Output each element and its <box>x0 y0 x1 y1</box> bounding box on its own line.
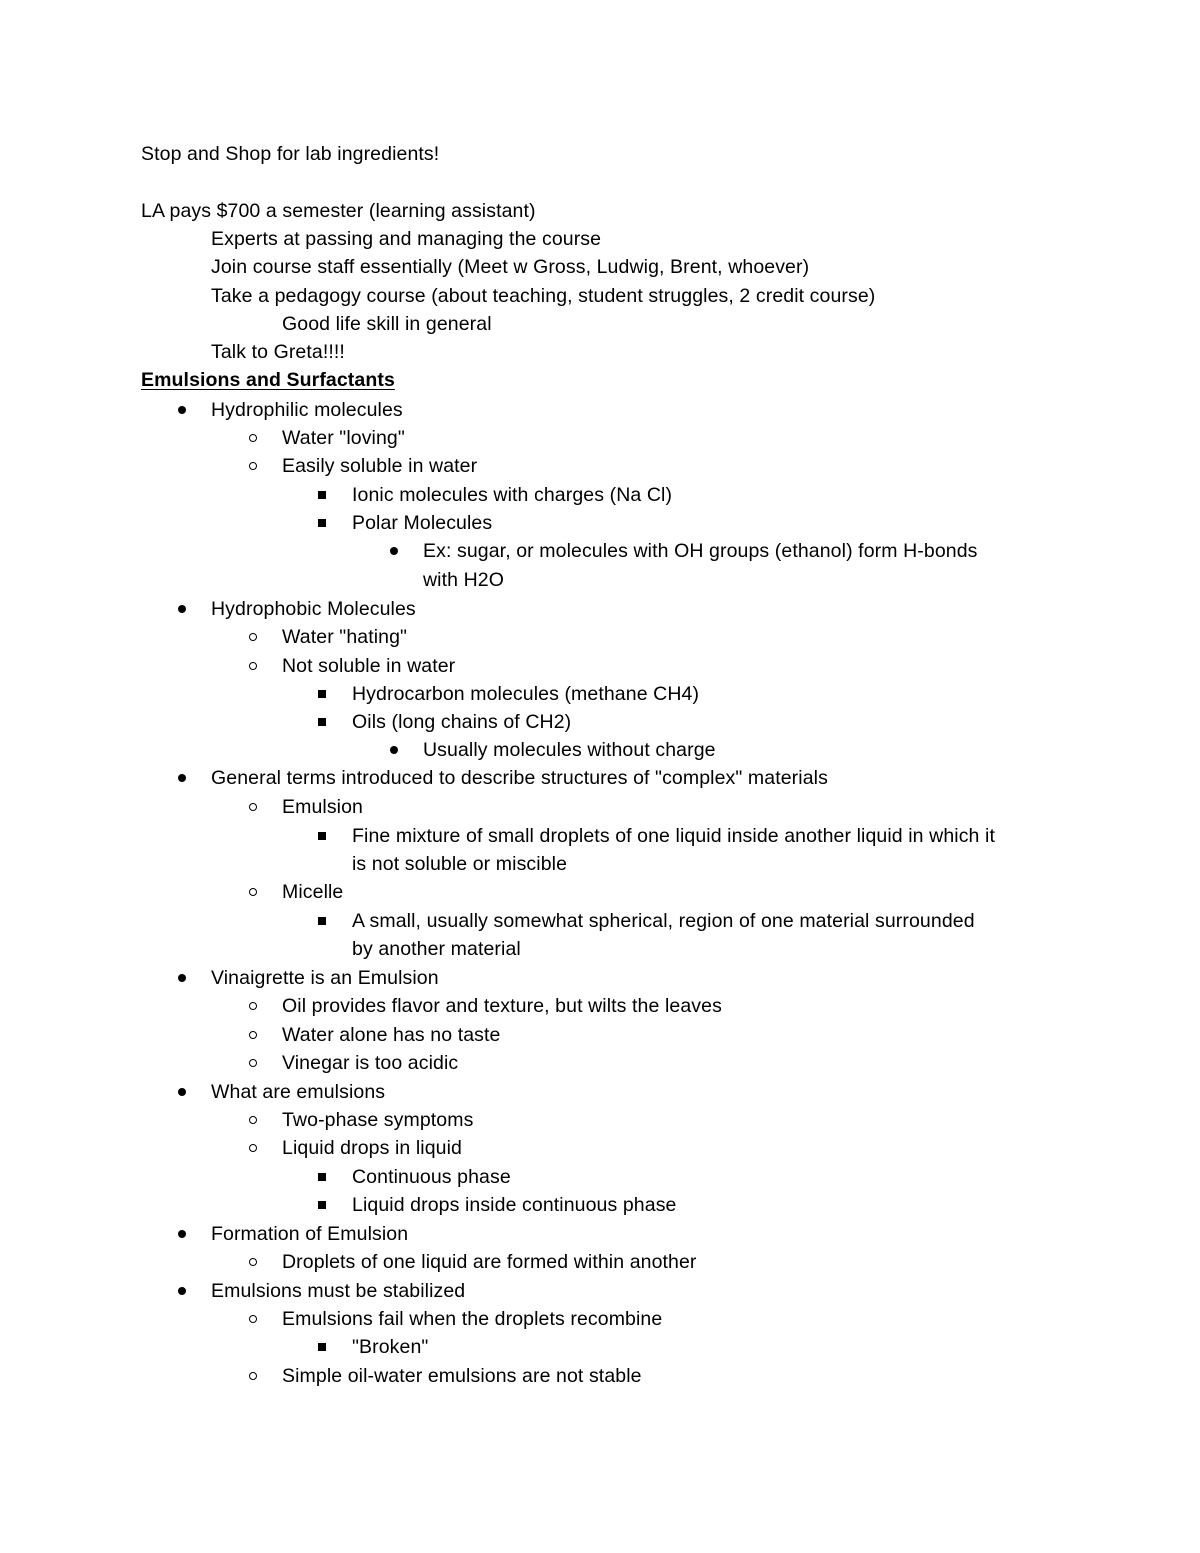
list-item: Continuous phase <box>352 1166 511 1188</box>
bullet-circle-icon <box>249 434 257 442</box>
list-item-continuation: by another material <box>352 938 521 960</box>
list-item: Not soluble in water <box>282 655 456 677</box>
list-item: Fine mixture of small droplets of one liquid inside another liquid in which it <box>352 825 995 847</box>
bullet-circle-icon <box>249 1059 257 1067</box>
bullet-circle-icon <box>249 1258 257 1266</box>
bullet-circle-icon <box>249 1031 257 1039</box>
list-item: Hydrophobic Molecules <box>211 598 416 620</box>
bullet-square-icon <box>318 690 326 698</box>
bullet-square-icon <box>318 491 326 499</box>
list-item: A small, usually somewhat spherical, region of one material surrounded <box>352 910 975 932</box>
list-item: Polar Molecules <box>352 512 493 534</box>
note-line: Good life skill in general <box>282 313 492 335</box>
bullet-disc-icon <box>178 1287 186 1295</box>
bullet-square-icon <box>318 1201 326 1209</box>
list-item: Emulsions fail when the droplets recombine <box>282 1308 663 1330</box>
list-item: Water "loving" <box>282 427 405 449</box>
note-line: Take a pedagogy course (about teaching, student struggles, 2 credit course) <box>211 285 876 307</box>
list-item-continuation: with H2O <box>423 569 504 591</box>
bullet-square-icon <box>318 718 326 726</box>
list-item: Liquid drops in liquid <box>282 1137 462 1159</box>
bullet-disc-icon <box>178 974 186 982</box>
list-item: What are emulsions <box>211 1081 386 1103</box>
bullet-disc-icon <box>178 1088 186 1096</box>
list-item: General terms introduced to describe structures of "complex" materials <box>211 767 828 789</box>
bullet-square-icon <box>318 519 326 527</box>
bullet-circle-icon <box>249 462 257 470</box>
list-item: Liquid drops inside continuous phase <box>352 1194 677 1216</box>
bullet-disc-icon <box>178 774 186 782</box>
bullet-circle-icon <box>249 888 257 896</box>
bullet-circle-icon <box>249 1315 257 1323</box>
note-line: Experts at passing and managing the course <box>211 228 602 250</box>
bullet-circle-icon <box>249 1002 257 1010</box>
list-item: "Broken" <box>352 1336 429 1358</box>
bullet-circle-icon <box>249 1372 257 1380</box>
bullet-disc-icon <box>390 746 398 754</box>
list-item: Hydrophilic molecules <box>211 399 403 421</box>
list-item: Droplets of one liquid are formed within another <box>282 1251 697 1273</box>
list-item: Vinegar is too acidic <box>282 1052 459 1074</box>
bullet-disc-icon <box>178 605 186 613</box>
bullet-square-icon <box>318 832 326 840</box>
bullet-square-icon <box>318 1343 326 1351</box>
list-item: Hydrocarbon molecules (methane CH4) <box>352 683 700 705</box>
bullet-circle-icon <box>249 662 257 670</box>
list-item: Water "hating" <box>282 626 408 648</box>
list-item: Ionic molecules with charges (Na Cl) <box>352 484 673 506</box>
note-line: Join course staff essentially (Meet w Gross, Ludwig, Brent, whoever) <box>211 256 810 278</box>
bullet-circle-icon <box>249 803 257 811</box>
list-item: Emulsion <box>282 796 363 818</box>
list-item: Simple oil-water emulsions are not stable <box>282 1365 642 1387</box>
list-item: Oil provides flavor and texture, but wilts the leaves <box>282 995 722 1017</box>
list-item: Two-phase symptoms <box>282 1109 474 1131</box>
bullet-square-icon <box>318 1173 326 1181</box>
list-item: Easily soluble in water <box>282 455 478 477</box>
note-line: Stop and Shop for lab ingredients! <box>141 143 440 165</box>
bullet-circle-icon <box>249 633 257 641</box>
list-item: Oils (long chains of CH2) <box>352 711 572 733</box>
list-item: Usually molecules without charge <box>423 739 716 761</box>
list-item: Water alone has no taste <box>282 1024 501 1046</box>
list-item: Vinaigrette is an Emulsion <box>211 967 439 989</box>
bullet-disc-icon <box>178 1230 186 1238</box>
bullet-square-icon <box>318 917 326 925</box>
section-heading: Emulsions and Surfactants <box>141 369 395 391</box>
bullet-disc-icon <box>178 406 186 414</box>
list-item-continuation: is not soluble or miscible <box>352 853 568 875</box>
note-line: LA pays $700 a semester (learning assistant) <box>141 200 536 222</box>
note-line: Talk to Greta!!!! <box>211 341 345 363</box>
list-item: Emulsions must be stabilized <box>211 1280 466 1302</box>
bullet-disc-icon <box>390 547 398 555</box>
bullet-circle-icon <box>249 1116 257 1124</box>
list-item: Ex: sugar, or molecules with OH groups (ethanol) form H-bonds <box>423 540 978 562</box>
list-item: Formation of Emulsion <box>211 1223 409 1245</box>
list-item: Micelle <box>282 881 344 903</box>
bullet-circle-icon <box>249 1144 257 1152</box>
